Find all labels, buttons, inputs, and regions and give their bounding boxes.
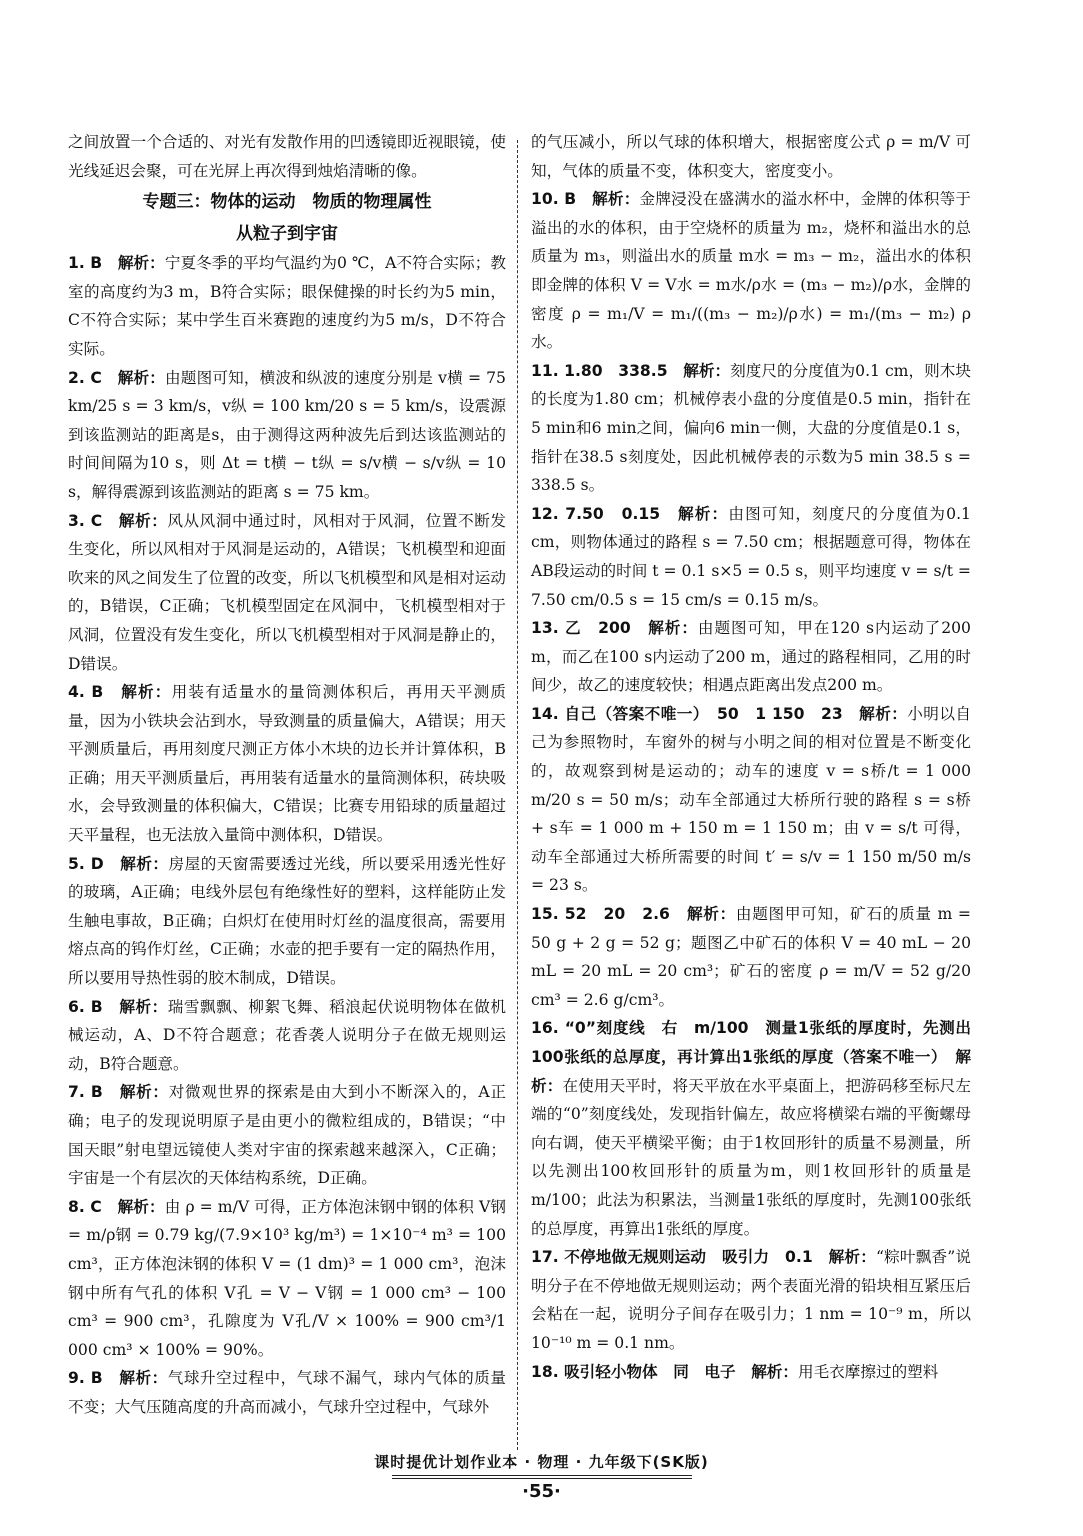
analysis-label: 解析： xyxy=(859,704,908,723)
analysis-label: 解析： xyxy=(119,1369,168,1388)
answer-number: 18. 吸引轻小物体 同 电子 xyxy=(531,1362,736,1381)
analysis-text: 由 ρ = m/V 可得，正方体泡沫钢中钢的体积 V钢 = m/ρ钢 = 0.79 kg/(7.9×10³ kg/m³) = 1×10⁻⁴ m³ = 100 cm³，正方体泡沫钢的体积 V = (1 dm)³ = 1 000 cm³，泡沫钢中所有气孔的体积 V孔 = V − V钢 = 1 000 cm³ − 100 cm³ = 900 cm³，孔隙度为 V孔/V × 100% = 900 cm³/1 000 cm³ × 100% = 90%。 xyxy=(68,1197,506,1359)
analysis-label: 解析： xyxy=(686,905,736,924)
answer-item xyxy=(531,1014,971,1243)
left-column xyxy=(68,128,506,1422)
answer-item xyxy=(68,993,506,1079)
answer-number: 12. 7.50 0.15 xyxy=(531,504,661,523)
answer-number: 13. 乙 200 xyxy=(531,619,631,638)
footer-rule xyxy=(392,1475,692,1479)
analysis-label: 解析： xyxy=(119,997,168,1016)
answer-item xyxy=(531,700,971,900)
answer-item xyxy=(68,1193,506,1365)
answer-number: 5. D xyxy=(68,854,104,873)
analysis-text: 用毛衣摩擦过的塑料 xyxy=(798,1362,939,1381)
analysis-label: 解析： xyxy=(117,254,165,273)
paragraph: 的气压减小，所以气球的体积增大，根据密度公式 ρ = m/V 可知，气体的质量不变，体积变大，密度变小。 xyxy=(531,133,971,180)
answer-item xyxy=(531,357,971,500)
analysis-label: 解析： xyxy=(118,511,168,530)
paragraph: 之间放置一个合适的、对光有发散作用的凹透镜即近视眼镜，使光线延迟会聚，可在光屏上再次得到烛焰清晰的像。 xyxy=(68,133,506,180)
answer-number: 15. 52 20 2.6 xyxy=(531,905,670,924)
column-divider xyxy=(517,140,518,1450)
footer-title: 课时提优计划作业本 · 物理 · 九年级下(SK版) xyxy=(374,1453,709,1471)
answer-item xyxy=(68,364,506,507)
answer-number: 6. B xyxy=(68,997,103,1016)
analysis-text: 瑞雪飘飘、柳絮飞舞、稻浪起伏说明物体在做机械运动，A、D不符合题意；花香袭人说明分子在做无规则运动，B符合题意。 xyxy=(68,997,506,1073)
analysis-text: 刻度尺的分度值为0.1 cm，则木块的长度为1.80 cm；机械停表小盘的分度值是0.5 min，指针在5 min和6 min之间，偏向6 min一侧，大盘的分度值是0.1 s，指针在38.5 s刻度处，因此机械停表的示数为5 min 38.5 s = 338.5 s。 xyxy=(531,361,971,495)
answer-number: 7. B xyxy=(68,1083,103,1102)
analysis-label: 解析： xyxy=(121,683,172,702)
analysis-label: 解析： xyxy=(828,1248,876,1267)
analysis-text: 宁夏冬季的平均气温约为0 ℃，A不符合实际；教室的高度约为3 m，B符合实际；眼保健操的时长约为5 min，C不符合实际；某中学生百米赛跑的速度约为5 m/s，D不符合实际。 xyxy=(68,254,506,358)
answer-item xyxy=(68,507,506,679)
page-number: ·55· xyxy=(522,1481,561,1502)
analysis-label: 解析： xyxy=(120,854,169,873)
analysis-text: 气球升空过程中，气球不漏气，球内气体的质量不变；大气压随高度的升高而减小，气球升空过程中，气球外 xyxy=(68,1369,506,1416)
analysis-text: 由题图可知，横波和纵波的速度分别是 v横 = 75 km/25 s = 3 km/s，v纵 = 100 km/20 s = 5 km/s，设震源到该监测站的距离是s，由于测得这两种波先后到达该监测站的时间间隔为10 s，则 Δt = t横 − t纵 = s/v横 − s/v纵 = 10 s，解得震源到该监测站的距离 s = 75 km。 xyxy=(68,368,506,501)
analysis-text: 金牌浸没在盛满水的溢水杯中，金牌的体积等于溢出的水的体积，由于空烧杯的质量为 m₂，烧杯和溢出水的总质量为 m₃，则溢出水的质量 m水 = m₃ − m₂，溢出水的体积即金牌的体积 V = V水 = m水/ρ水 = (m₃ − m₂)/ρ水，金牌的密度 ρ = m₁/V = m₁/((m₃ − m₂)/ρ水) = m₁/(m₃ − m₂) ρ水。 xyxy=(531,190,971,352)
answer-number: 2. C xyxy=(68,368,102,387)
answer-item xyxy=(531,185,971,357)
analysis-text: 在使用天平时，将天平放在水平桌面上，把游码移至标尺左端的“0”刻度线处，发现指针偏左，故应将横梁右端的平衡螺母向右调，使天平横梁平衡；由于1枚回形针的质量不易测量，所以先测出100枚回形针的质量为m，则1枚回形针的质量是 m/100；此法为积累法，当测量1张纸的厚度时，先测100张纸的总厚度，再算出1张纸的厚度。 xyxy=(531,1076,971,1238)
analysis-text: 房屋的天窗需要透过光线，所以要采用透光性好的玻璃，A正确；电线外层包有绝缘性好的塑料，这样能防止发生触电事故，B正确；白炽灯在使用时灯丝的温度很高，需要用熔点高的钨作灯丝，C正确；水壶的把手要有一定的隔热作用，所以要用导热性弱的胶木制成，D错误。 xyxy=(68,854,506,988)
analysis-label: 解析： xyxy=(648,619,698,638)
answer-item xyxy=(531,614,971,700)
answer-item xyxy=(531,1243,971,1357)
analysis-text: 对微观世界的探索是由大到小不断深入的，A正确；电子的发现说明原子是由更小的微粒组成的，B错误；“中国天眼”射电望远镜使人类对宇宙的探索越来越深入，C正确；宇宙是一个有层次的天体结构系统，D正确。 xyxy=(68,1083,506,1188)
answer-number: 11. 1.80 338.5 xyxy=(531,361,668,380)
analysis-text: 由题图甲可知，矿石的质量 m = 50 g + 2 g = 52 g；题图乙中矿石的体积 V = 40 mL − 20 mL = 20 mL = 20 cm³；矿石的密度 ρ = m/V = 52 g/20 cm³ = 2.6 g/cm³。 xyxy=(531,905,971,1009)
analysis-text: 风从风洞中通过时，风相对于风洞，位置不断发生变化，所以风相对于风洞是运动的，A错误；飞机模型和迎面吹来的风之间发生了位置的改变，所以飞机模型和风是相对运动的，B错误，C正确；飞机模型固定在风洞中，飞机模型相对于风洞，位置没有发生变化，所以飞机模型相对于风洞是静止的，D错误。 xyxy=(68,511,506,673)
answer-item xyxy=(68,678,506,850)
answer-number: 8. C xyxy=(68,1197,102,1216)
answer-number: 14. 自己（答案不唯一） 50 1 150 23 xyxy=(531,704,843,723)
section-title: 专题三：物体的运动 物质的物理属性 xyxy=(142,192,432,213)
answer-number: 16. “0”刻度线 右 m/100 测量1张纸的厚度时，先测出100张纸的总厚度，再计算出1张纸的厚度（答案不唯一） xyxy=(531,1019,971,1066)
analysis-label: 解析： xyxy=(751,1362,798,1381)
section-title: 从粒子到宇宙 xyxy=(236,224,338,245)
answer-item xyxy=(531,1358,971,1387)
analysis-label: 解析： xyxy=(117,1197,165,1216)
analysis-label: 解析： xyxy=(683,361,731,380)
answer-item xyxy=(531,900,971,1014)
answer-item xyxy=(68,850,506,993)
answer-item xyxy=(531,500,971,614)
answer-item xyxy=(68,1078,506,1192)
analysis-text: 由图可知，刻度尺的分度值为0.1 cm，则物体通过的路程 s = 7.50 cm；根据题意可得，物体在AB段运动的时间 t = 0.1 s×5 = 0.5 s，则平均速度 v = s/t = 7.50 cm/0.5 s = 15 cm/s = 0.15 m/s。 xyxy=(531,504,971,609)
answer-number: 3. C xyxy=(68,511,103,530)
answer-number: 1. B xyxy=(68,254,103,273)
right-column xyxy=(531,128,971,1386)
watermark-logo xyxy=(901,1448,1071,1528)
analysis-text: 由题图可知，甲在120 s内运动了200 m，而乙在100 s内运动了200 m，通过的路程相同，乙用的时间少，故乙的速度较快；相遇点距离出发点200 m。 xyxy=(531,619,971,695)
analysis-label: 解析： xyxy=(119,1083,169,1102)
answer-item xyxy=(68,1364,506,1421)
analysis-text: 用装有适量水的量筒测体积后，再用天平测质量，因为小铁块会沾到水，导致测量的质量偏大，A错误；用天平测质量后，再用刻度尺测正方体小木块的边长并计算体积，B正确；用天平测质量后，再用装有适量水的量筒测体积，砖块吸水，会导致测量的体积偏大，C错误；比赛专用铅球的质量超过天平量程，也无法放入量筒中测体积，D错误。 xyxy=(68,683,506,845)
analysis-label: 解析： xyxy=(678,504,729,523)
analysis-text: “粽叶飘香”说明分子在不停地做无规则运动；两个表面光滑的铅块相互紧压后会粘在一起，说明分子间存在吸引力；1 nm = 10⁻⁹ m，所以 10⁻¹⁰ m = 0.1 nm。 xyxy=(531,1248,971,1352)
analysis-label: 解析： xyxy=(531,1048,971,1095)
answer-number: 10. B xyxy=(531,190,577,209)
analysis-label: 解析： xyxy=(592,190,640,209)
answer-number: 4. B xyxy=(68,683,104,702)
answer-number: 17. 不停地做无规则运动 吸引力 0.1 xyxy=(531,1248,813,1267)
answer-item xyxy=(68,249,506,363)
analysis-label: 解析： xyxy=(117,368,166,387)
analysis-text: 小明以自己为参照物时，车窗外的树与小明之间的相对位置是不断变化的，故观察到树是运动的；动车的速度 v = s桥/t = 1 000 m/20 s = 50 m/s；动车全部通过大桥所行驶的路程 s = s桥 + s车 = 1 000 m + 150 m = 1 150 m；由 v = s/t 可得，动车全部通过大桥所需要的时间 t′ = s/v = 1 150 m/50 m/s = 23 s。 xyxy=(531,704,971,895)
answer-number: 9. B xyxy=(68,1369,103,1388)
